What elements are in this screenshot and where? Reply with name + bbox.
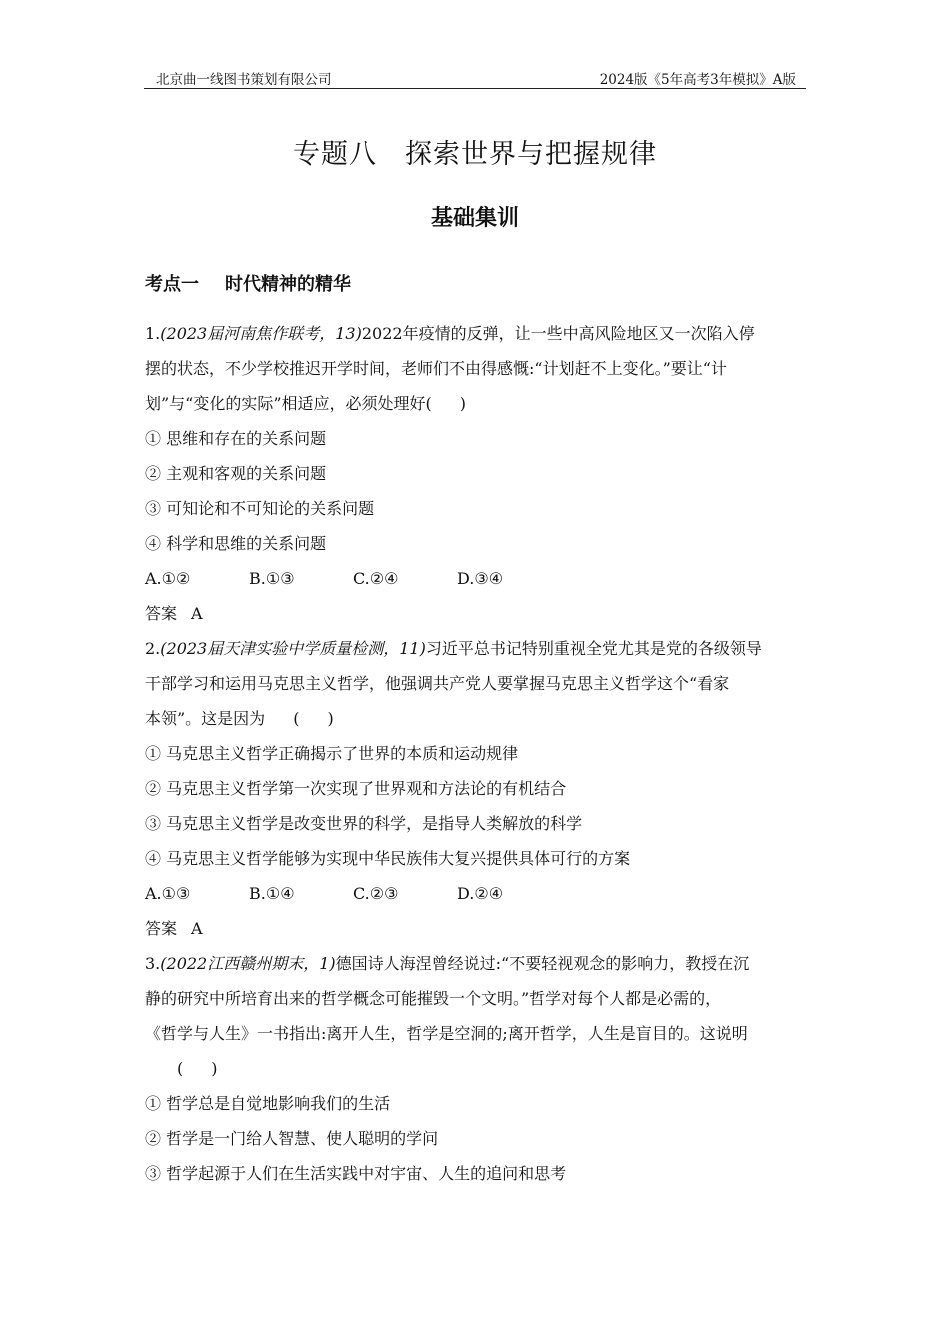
page-subtitle: 基础集训: [430, 206, 519, 231]
q1-text: 2022年疫情的反弹，让一些中高风险地区又一次陷入停: [361, 324, 755, 343]
edition-label: 2024版《5年高考3年模拟》A版: [599, 72, 796, 88]
q2-paren: (: [293, 709, 300, 728]
section-label: 考点一: [145, 274, 199, 295]
q2-answer: [145, 911, 809, 946]
q2-stem-line: [145, 701, 809, 736]
q2-text: 本领”。这是因为: [145, 709, 266, 728]
page-header: [144, 66, 806, 89]
q3-stem-line: [145, 946, 809, 981]
q1-item: ② 主观和客观的关系问题: [145, 464, 327, 483]
q3-item: ② 哲学是一门给人智慧、使人聪明的学问: [145, 1129, 439, 1148]
q2-option-c: C.②③: [353, 884, 399, 903]
q1-item: ③ 可知论和不可知论的关系问题: [145, 499, 375, 518]
q1-answer-value: A: [191, 604, 203, 623]
q1-paren: ): [459, 394, 467, 413]
q1-stem-line: 摆的状态，不少学校推迟开学时间，老师们不由得感慨:“计划赶不上变化。”要让“计: [145, 359, 727, 378]
q2-text: 习近平总书记特别重视全党尤其是党的各级领导: [425, 639, 762, 658]
q2-item: ④ 马克思主义哲学能够为实现中华民族伟大复兴提供具体可行的方案: [145, 849, 631, 868]
q2-stem-line: 干部学习和运用马克思主义哲学，他强调共产党人要掌握马克思主义哲学这个“看家: [145, 674, 730, 693]
q3-item: ③ 哲学起源于人们在生活实践中对宇宙、人生的追问和思考: [145, 1164, 567, 1183]
q1-item: ④ 科学和思维的关系问题: [145, 534, 327, 553]
q1-stem-line: [145, 386, 809, 421]
q2-option-d: D.②④: [457, 884, 504, 903]
q3-stem-line: 静的研究中所培育出来的哲学概念可能摧毁一个文明。”哲学对每个人都是必需的，: [145, 989, 722, 1008]
q2-option-a: A.①③: [145, 884, 191, 903]
q3-text: 德国诗人海涅曾经说过:“不要轻视观念的影响力，教授在沉: [335, 954, 750, 973]
q1-answer-label: 答案: [145, 604, 178, 623]
q1-option-a: A.①②: [145, 569, 191, 588]
q1-options: [145, 561, 809, 596]
q2-answer-value: A: [191, 919, 203, 938]
q2-paren: ): [327, 709, 334, 728]
section-name: 时代精神的精华: [225, 274, 351, 295]
q1-option-d: D.③④: [457, 569, 504, 588]
q2-item: ① 马克思主义哲学正确揭示了世界的本质和运动规律: [145, 744, 519, 763]
q2-item: ③ 马克思主义哲学是改变世界的科学，是指导人类解放的科学: [145, 814, 583, 833]
q1-answer: [145, 596, 809, 631]
q2-number: 2.: [145, 639, 161, 658]
q3-item: ① 哲学总是自觉地影响我们的生活: [145, 1094, 391, 1113]
q3-stem-line: 《哲学与人生》一书指出:离开人生，哲学是空洞的;离开哲学，人生是盲目的。这说明: [145, 1024, 748, 1043]
q3-stem-line: [145, 1051, 809, 1086]
q1-stem-line: [145, 316, 809, 351]
q3-number: 3.: [145, 954, 161, 973]
q1-source: (2023届河南焦作联考，13): [160, 324, 362, 343]
q3-paren: ): [211, 1059, 218, 1078]
q1-option-c: C.②④: [353, 569, 399, 588]
q1-number: 1.: [145, 324, 161, 343]
q2-options: [145, 876, 809, 911]
q2-option-b: B.①④: [249, 884, 295, 903]
q1-option-b: B.①③: [249, 569, 295, 588]
q1-text: 划”与“变化的实际”相适应，必须处理好(: [145, 394, 432, 413]
q2-item: ② 马克思主义哲学第一次实现了世界观和方法论的有机结合: [145, 779, 567, 798]
q1-item: ① 思维和存在的关系问题: [145, 429, 327, 448]
question-list: [145, 316, 809, 1191]
q2-stem-line: [145, 631, 809, 666]
section-heading: [145, 270, 351, 296]
publisher-name: 北京曲一线图书策划有限公司: [156, 72, 332, 88]
q2-source: (2023届天津实验中学质量检测，11): [160, 639, 426, 658]
page-title: 专题八 探索世界与把握规律: [293, 139, 657, 170]
q3-paren: (: [177, 1059, 184, 1078]
q2-answer-label: 答案: [145, 919, 178, 938]
q3-source: (2022江西赣州期末，1): [160, 954, 336, 973]
